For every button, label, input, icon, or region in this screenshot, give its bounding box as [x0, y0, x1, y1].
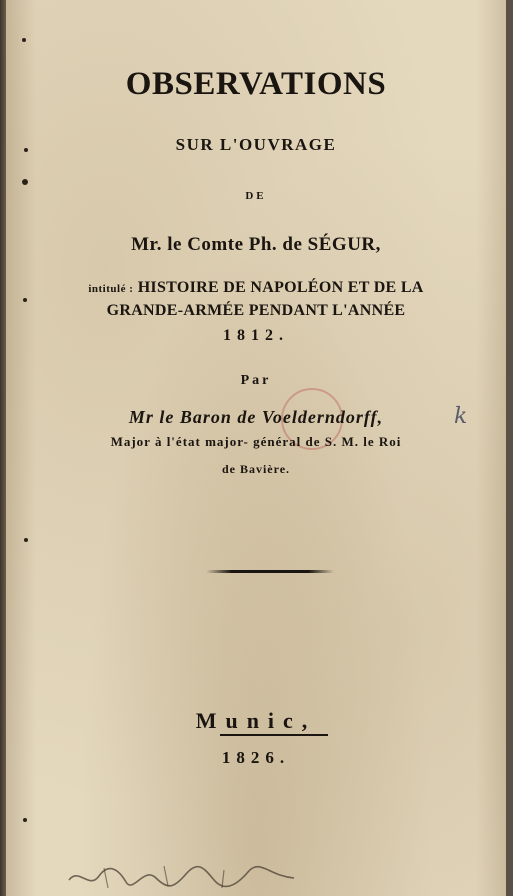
baron-line: Mr le Baron de Voelderndorff, — [128, 407, 384, 427]
imprint-city: Munic, — [195, 708, 317, 733]
subtitle-sur: SUR L'OUVRAGE — [175, 135, 337, 154]
intitule-label: intitulé : — [88, 283, 134, 295]
author-line: Mr. le Comte Ph. de SÉGUR, — [131, 234, 381, 255]
intitule-text: HISTOIRE DE NAPOLÉON ET DE LA — [137, 279, 424, 296]
major-line: Major à l'état major- général de S. M. le Roi — [110, 434, 402, 449]
work-title-line-2: GRANDE-ARMÉE PENDANT L'ANNÉE — [106, 302, 406, 319]
par-label: Par — [240, 373, 272, 388]
imprint-underline — [220, 734, 328, 736]
baviere-line: de Bavière. — [221, 462, 291, 476]
ornamental-rule — [206, 570, 334, 573]
handwritten-signature — [64, 862, 304, 892]
imprint-year: 1826. — [221, 748, 291, 767]
page-title: OBSERVATIONS — [125, 66, 387, 102]
title-page — [6, 0, 506, 896]
work-title-line-1 — [6, 279, 506, 297]
work-year: 1812. — [223, 327, 289, 344]
subtitle-de: DE — [245, 190, 267, 202]
handwritten-margin-mark: k — [454, 404, 468, 429]
